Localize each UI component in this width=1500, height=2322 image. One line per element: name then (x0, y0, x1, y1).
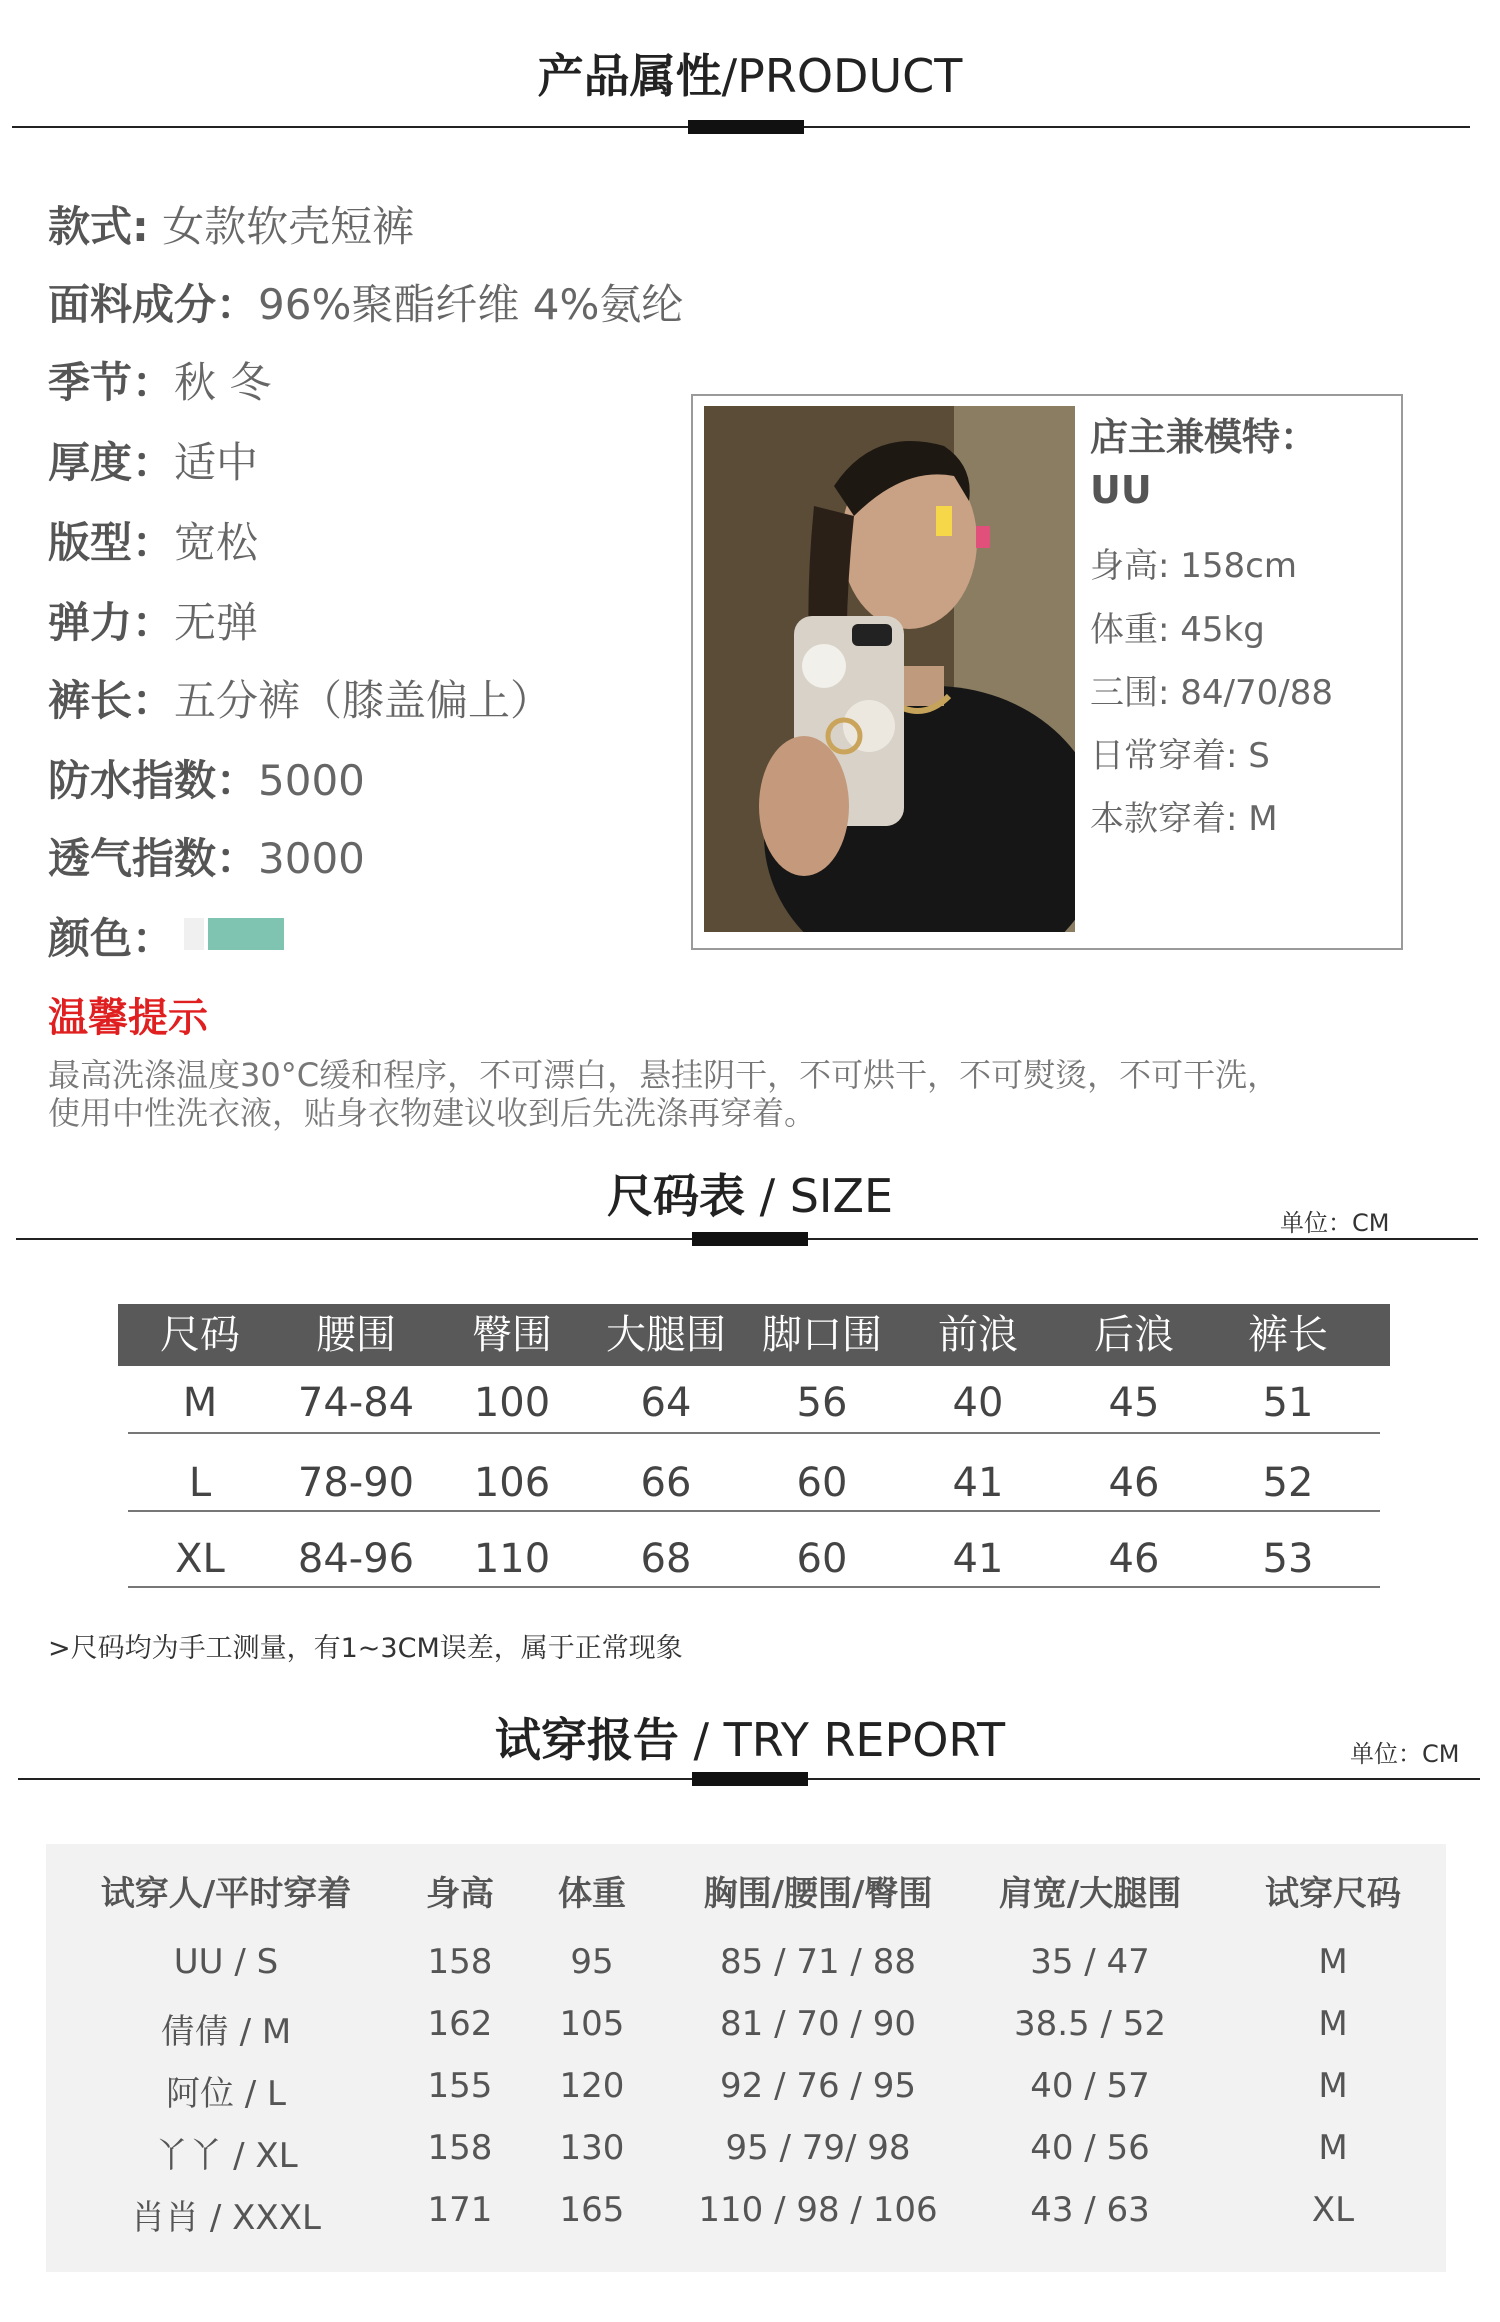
size-cell: 46 (1108, 1536, 1160, 1582)
model-stat: 身高: 158cm (1090, 546, 1297, 586)
try-cell: 130 (559, 2128, 625, 2168)
size-header-cell: 裤长 (1248, 1312, 1328, 1358)
try-cell: 155 (427, 2066, 493, 2106)
try-cell: M (1318, 2128, 1348, 2168)
try-cell: M (1318, 2004, 1348, 2044)
size-cell: L (188, 1460, 212, 1506)
attribute-value: 3000 (258, 834, 365, 883)
try-cell: 43 / 63 (1030, 2190, 1150, 2230)
attribute-value: 无弹 (174, 598, 259, 647)
attribute-row (48, 350, 271, 410)
color-swatch-mint (208, 918, 284, 950)
try-cell: XL (1311, 2190, 1355, 2230)
try-cell: 165 (559, 2190, 625, 2230)
try-cell: 92 / 76 / 95 (720, 2066, 916, 2106)
try-cell: 95 (570, 1942, 614, 1982)
attribute-row (48, 748, 365, 808)
try-header-cell: 身高 (426, 1874, 494, 1914)
try-cell: M (1318, 1942, 1348, 1982)
size-cell: XL (175, 1536, 225, 1582)
try-header-cell: 胸围/腰围/臀围 (703, 1874, 933, 1914)
try-cell: 171 (427, 2190, 493, 2230)
size-cell: 51 (1262, 1380, 1314, 1426)
attribute-value: 女款软壳短裤 (148, 202, 415, 251)
size-cell: 66 (640, 1460, 692, 1506)
model-stat: 三围: 84/70/88 (1090, 673, 1333, 713)
size-cell: 53 (1262, 1536, 1314, 1582)
size-header-cell: 臀围 (472, 1312, 552, 1358)
size-header-cell: 大腿围 (606, 1312, 726, 1358)
size-cell: 52 (1262, 1460, 1314, 1506)
attribute-key: 季节： (48, 358, 175, 407)
size-cell: 41 (952, 1536, 1004, 1582)
model-card-title: 店主兼模特： (1090, 415, 1319, 459)
size-cell: 40 (952, 1380, 1004, 1426)
tip-title: 温馨提示 (48, 995, 208, 1041)
try-unit-label: 单位：CM (1350, 1740, 1460, 1768)
try-cell: 105 (559, 2004, 625, 2044)
attribute-row (48, 668, 552, 728)
try-header-cell: 肩宽/大腿围 (998, 1874, 1182, 1914)
attribute-row (48, 826, 365, 886)
try-cell: 35 / 47 (1030, 1942, 1150, 1982)
size-row-divider (128, 1586, 1380, 1588)
tip-line-2: 使用中性洗衣液，贴身衣物建议收到后先洗涤再穿着。 (48, 1094, 817, 1132)
product-title-en: /PRODUCT (721, 49, 963, 103)
product-divider-tab (688, 120, 804, 134)
try-cell: 40 / 57 (1030, 2066, 1150, 2106)
color-swatch-white (184, 918, 204, 950)
tip-line-1: 最高洗涤温度30°C缓和程序，不可漂白，悬挂阴干，不可烘干，不可熨烫，不可干洗， (48, 1056, 1280, 1094)
size-cell: 74-84 (297, 1380, 415, 1426)
size-header-cell: 后浪 (1094, 1312, 1174, 1358)
try-divider-tab (692, 1772, 808, 1786)
try-cell: 81 / 70 / 90 (720, 2004, 916, 2044)
try-cell: M (1318, 2066, 1348, 2106)
try-cell: 肖肖 / XXXL (131, 2198, 321, 2238)
try-cell: 85 / 71 / 88 (720, 1942, 916, 1982)
size-row-divider (128, 1510, 1380, 1512)
size-note: >尺码均为手工测量，有1~3CM误差，属于正常现象 (48, 1633, 683, 1664)
attribute-key: 款式: (48, 202, 149, 251)
model-stat: 本款穿着: M (1090, 799, 1278, 839)
try-cell: UU / S (173, 1942, 279, 1982)
size-divider-tab (692, 1232, 808, 1246)
size-cell: 78-90 (297, 1460, 415, 1506)
attribute-row (48, 430, 258, 490)
try-cell: 38.5 / 52 (1013, 2004, 1167, 2044)
attribute-value: 5000 (258, 756, 365, 805)
try-cell: 倩倩 / M (160, 2012, 292, 2052)
attribute-key: 弹力： (48, 598, 175, 647)
size-cell: 84-96 (297, 1536, 415, 1582)
try-cell: 110 / 98 / 106 (698, 2190, 938, 2230)
attribute-key: 裤长： (48, 676, 175, 725)
attribute-value: 适中 (174, 438, 259, 487)
attribute-key: 厚度： (48, 438, 175, 487)
attribute-key: 面料成分： (48, 280, 259, 329)
attribute-row (48, 510, 258, 570)
attribute-value: 五分裤（膝盖偏上） (174, 676, 553, 725)
size-cell: 60 (796, 1536, 848, 1582)
attribute-key: 版型： (48, 518, 175, 567)
attribute-value: 秋 冬 (174, 358, 272, 407)
size-title-cn: 尺码表 (606, 1169, 745, 1223)
try-cell: 162 (427, 2004, 493, 2044)
try-cell: 阿位 / L (165, 2074, 286, 2114)
size-cell: 100 (473, 1380, 551, 1426)
try-title-cn: 试穿报告 (494, 1713, 679, 1767)
try-header-cell: 体重 (558, 1874, 626, 1914)
product-title-cn: 产品属性 (537, 49, 722, 103)
try-cell: 丫丫 / XL (154, 2136, 298, 2176)
size-cell: 68 (640, 1536, 692, 1582)
size-cell: 110 (473, 1536, 551, 1582)
size-cell: 64 (640, 1380, 692, 1426)
size-header-cell: 尺码 (160, 1312, 240, 1358)
product-section-title (0, 40, 1500, 106)
try-section-title (0, 1704, 1500, 1770)
model-photo (704, 406, 1075, 932)
model-name: UU (1090, 468, 1152, 512)
try-header-cell: 试穿人/平时穿着 (100, 1874, 352, 1914)
attribute-row (48, 272, 683, 332)
try-cell: 158 (427, 1942, 493, 1982)
size-unit-label: 单位：CM (1280, 1209, 1390, 1237)
model-stat: 体重: 45kg (1090, 610, 1265, 650)
attribute-value: 96%聚酯纤维 4%氨纶 (258, 280, 684, 329)
attribute-value: 宽松 (174, 518, 259, 567)
try-cell: 95 / 79/ 98 (725, 2128, 911, 2168)
size-cell: 60 (796, 1460, 848, 1506)
size-section-title (0, 1160, 1500, 1226)
size-cell: 46 (1108, 1460, 1160, 1506)
size-header-cell: 腰围 (316, 1312, 396, 1358)
try-header-cell: 试穿尺码 (1265, 1874, 1401, 1914)
size-title-en: / SIZE (744, 1169, 894, 1223)
attribute-key: 颜色： (48, 914, 175, 963)
try-cell: 158 (427, 2128, 493, 2168)
attribute-key: 透气指数： (48, 834, 259, 883)
size-cell: 45 (1108, 1380, 1160, 1426)
try-title-en: / TRY REPORT (678, 1713, 1006, 1767)
attribute-row (48, 590, 258, 650)
model-photo-illustration (704, 406, 1075, 932)
size-header-cell: 前浪 (938, 1312, 1018, 1358)
size-header-cell: 脚口围 (762, 1312, 882, 1358)
attribute-row (48, 906, 174, 966)
size-cell: 56 (796, 1380, 848, 1426)
size-cell: 41 (952, 1460, 1004, 1506)
size-row-divider (128, 1432, 1380, 1434)
model-stat: 日常穿着: S (1090, 736, 1270, 776)
try-cell: 120 (559, 2066, 625, 2106)
size-cell: 106 (473, 1460, 551, 1506)
size-cell: M (182, 1380, 218, 1426)
attribute-key: 防水指数： (48, 756, 259, 805)
try-cell: 40 / 56 (1030, 2128, 1150, 2168)
attribute-row (48, 194, 414, 254)
